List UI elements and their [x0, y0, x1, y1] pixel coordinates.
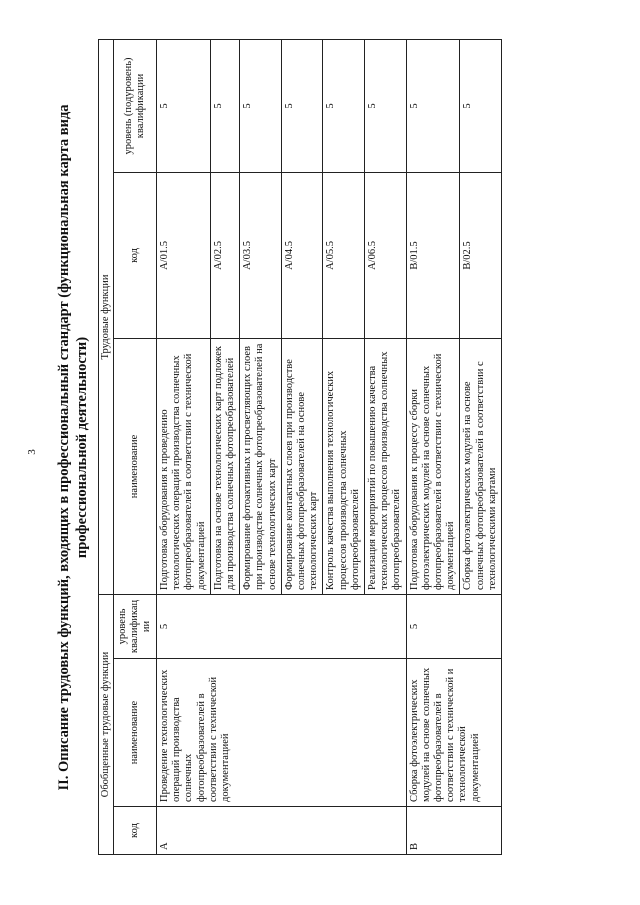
gen-level-cell: 5 — [157, 594, 407, 658]
tf-level-cell: 5 — [281, 39, 323, 172]
tf-code-header: код — [114, 172, 157, 338]
tf-name-cell: Подготовка на основе технологических карт подложек для производства солнечных фотопреобразователей — [210, 338, 239, 594]
gen-code-cell: B — [406, 807, 501, 855]
tf-name-cell: Формирование контактных слоев при производстве солнечных фотопреобразователей на основе технологических карт — [281, 338, 323, 594]
table-row — [406, 39, 460, 854]
tf-name-cell: Формирование фотоактивных и просветляющих слоев при производстве солнечных фотопреобразователей на основе технологических карт — [240, 338, 282, 594]
tf-code-cell: A/05.5 — [323, 172, 365, 338]
tf-name-cell: Подготовка оборудования к проведению технологических операций производства солнечных фотопреобразователей в соответствии с технической документацией — [157, 338, 211, 594]
tf-level-cell: 5 — [210, 39, 239, 172]
tf-code-cell: A/04.5 — [281, 172, 323, 338]
tf-level-cell: 5 — [157, 39, 211, 172]
functional-map-table — [98, 39, 502, 855]
gen-name-header: наименование — [114, 659, 157, 807]
tf-code-cell: B/02.5 — [460, 172, 502, 338]
table-row — [157, 39, 211, 854]
tf-code-cell: B/01.5 — [406, 172, 460, 338]
gen-code-header: код — [114, 807, 157, 855]
section-title-line-1: II. Описание трудовых функций, входящих в профессиональный стандарт (функциональная карта вида — [56, 104, 72, 791]
page-number: 3 — [26, 449, 38, 455]
tf-level-header: уровень (подуровень) квалификации — [114, 39, 157, 172]
gen-level-cell: 5 — [406, 594, 501, 658]
tf-code-cell: A/03.5 — [240, 172, 282, 338]
generalized-functions-group-header: Обобщенные трудовые функции — [99, 594, 114, 854]
tf-name-header: наименование — [114, 338, 157, 594]
tf-code-cell: A/02.5 — [210, 172, 239, 338]
tf-name-cell: Сборка фотоэлектрических модулей на основе солнечных фотопреобразователей в соответствии с технологическими картами — [460, 338, 502, 594]
tf-level-cell: 5 — [460, 39, 502, 172]
labor-functions-group-header: Трудовые функции — [99, 39, 114, 594]
tf-name-cell: Контроль качества выполнения технологических процессов производства солнечных фотопреобразователей — [323, 338, 365, 594]
tf-level-cell: 5 — [240, 39, 282, 172]
gen-name-cell: Сборка фотоэлектрических модулей на основе солнечных фотопреобразователей в соответствии с технической и технологической документацией — [406, 659, 501, 807]
gen-code-cell: A — [157, 807, 407, 855]
tf-code-cell: A/06.5 — [365, 172, 407, 338]
tf-level-cell: 5 — [406, 39, 460, 172]
tf-level-cell: 5 — [323, 39, 365, 172]
section-title — [50, 40, 98, 855]
section-title-line-2: профессиональной деятельности) — [74, 336, 90, 559]
rotated-page-content — [50, 40, 610, 855]
gen-level-header: уровень квалификации — [114, 594, 157, 658]
gen-name-cell: Проведение технологических операций производства солнечных фотопреобразователей в соответствии с технической документацией — [157, 659, 407, 807]
tf-code-cell: A/01.5 — [157, 172, 211, 338]
tf-name-cell: Реализация мероприятий по повышению качества технологических процессов производства солнечных фотопреобразователей — [365, 338, 407, 594]
tf-level-cell: 5 — [365, 39, 407, 172]
tf-name-cell: Подготовка оборудования к процессу сборки фотоэлектрических модулей на основе солнечных фотопреобразователей в соответствии с технической документацией — [406, 338, 460, 594]
